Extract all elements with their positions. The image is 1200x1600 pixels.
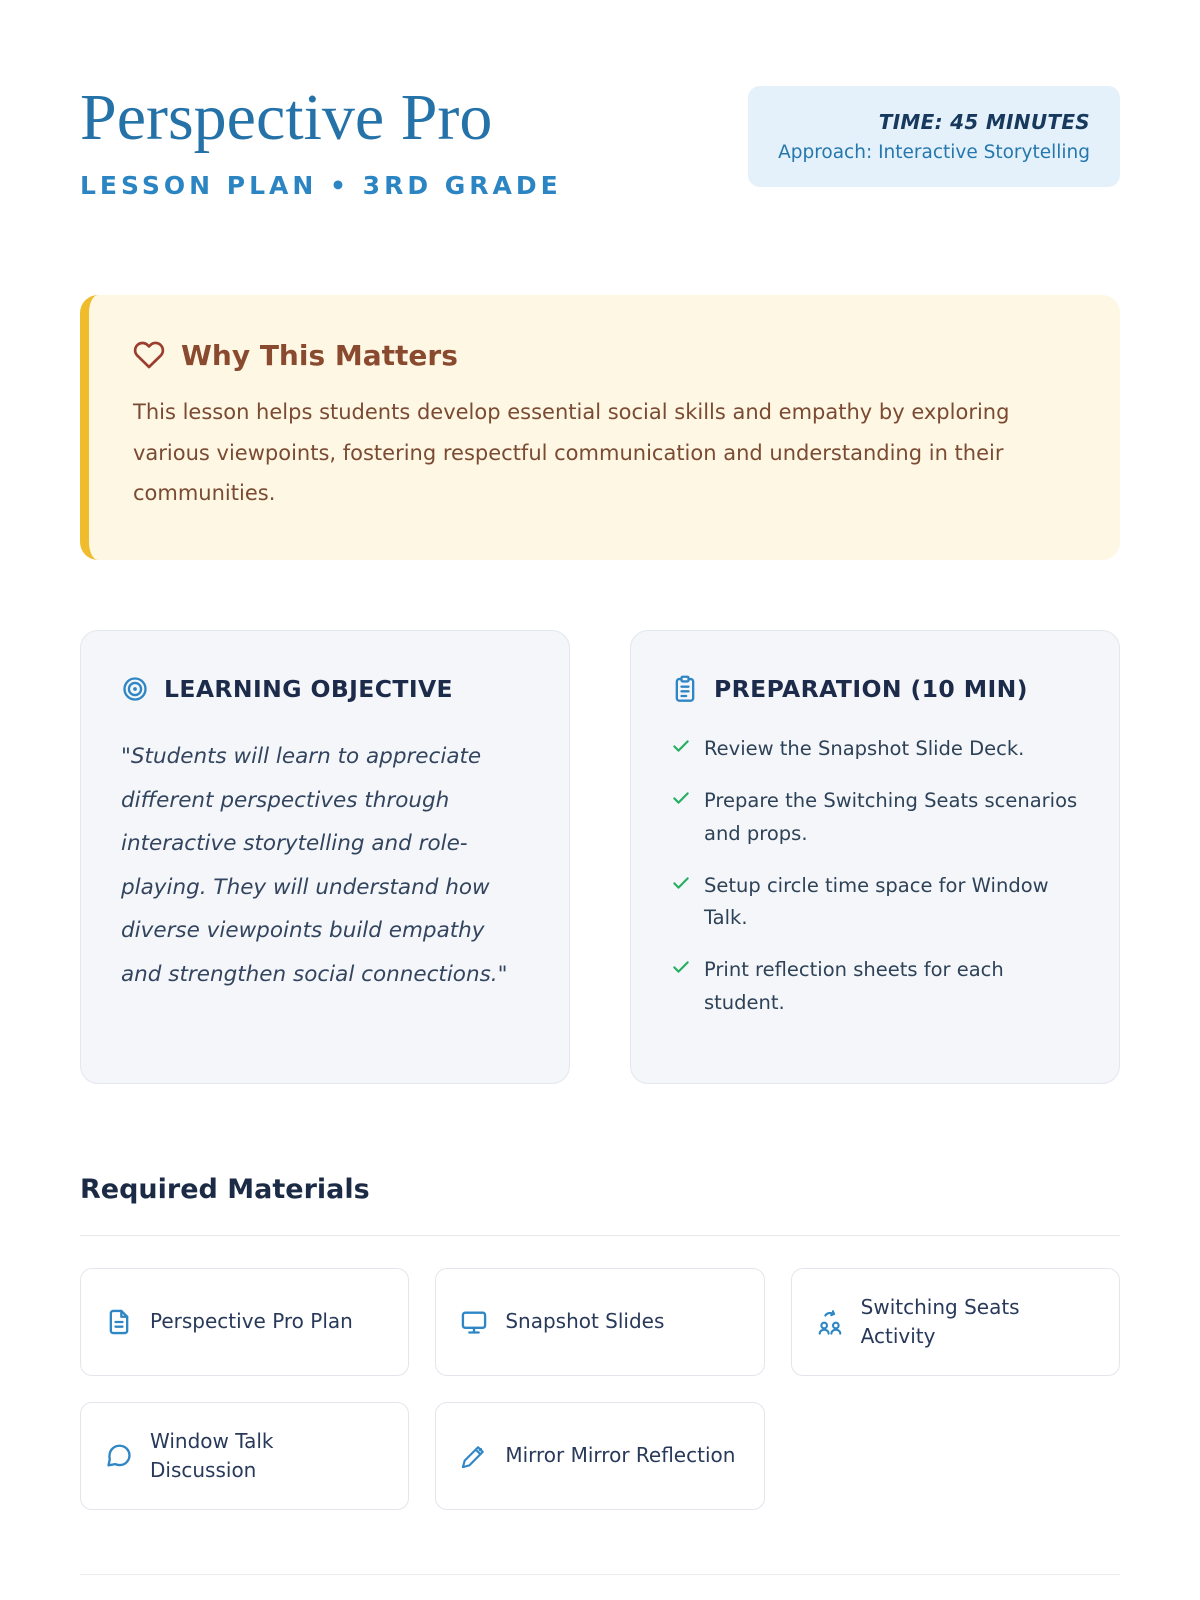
checklist-item-text: Prepare the Switching Seats scenarios and props.: [704, 789, 1078, 845]
checklist-item: [671, 733, 1079, 766]
materials-grid: [80, 1268, 1120, 1510]
why-title: Why This Matters: [181, 338, 458, 372]
header: [80, 82, 1120, 200]
learning-objective-card: [80, 630, 570, 1083]
check-icon: [671, 788, 691, 851]
page-subtitle: LESSON PLAN • 3RD GRADE: [80, 170, 562, 200]
target-icon: [121, 675, 149, 703]
materials-divider: [80, 1235, 1120, 1236]
preparation-heading-row: [671, 675, 1079, 703]
material-chip: [80, 1268, 409, 1376]
material-chip: [791, 1268, 1120, 1376]
pen-icon: [460, 1442, 488, 1470]
checklist-item: [671, 954, 1079, 1020]
objective-quote: "Students will learn to appreciate different perspectives through interactive storytelling and role-playing. They will understand how diverse viewpoints build empathy and strengthen social connections.": [121, 744, 508, 987]
approach-label: Approach: Interactive Storytelling: [778, 142, 1090, 163]
objective-heading-row: [121, 675, 529, 703]
monitor-icon: [460, 1308, 488, 1336]
preparation-card: [630, 630, 1120, 1083]
check-icon: [671, 957, 691, 1020]
file-text-icon: [105, 1308, 133, 1336]
material-label: Mirror Mirror Reflection: [505, 1443, 736, 1468]
checklist-item-text: Setup circle time space for Window Talk.: [704, 873, 1049, 930]
clipboard-icon: [671, 675, 699, 703]
preparation-checklist: [671, 733, 1079, 1019]
bottom-divider: [80, 1574, 1120, 1575]
heart-icon: [133, 339, 165, 371]
page-title: Perspective Pro: [80, 81, 493, 154]
material-label: Switching Seats Activity: [860, 1294, 1020, 1348]
material-chip: [435, 1268, 764, 1376]
people-swap-icon: [816, 1308, 844, 1336]
material-label: Snapshot Slides: [505, 1309, 665, 1334]
material-chip: [80, 1402, 409, 1510]
checklist-item: [671, 785, 1079, 851]
check-icon: [671, 873, 691, 936]
time-label: TIME: 45 MINUTES: [878, 110, 1090, 134]
checklist-item: [671, 870, 1079, 936]
check-icon: [671, 736, 691, 766]
why-heading-row: [133, 339, 1074, 372]
material-label: Perspective Pro Plan: [150, 1309, 353, 1334]
why-this-matters-box: [80, 295, 1120, 561]
checklist-item-text: Review the Snapshot Slide Deck.: [704, 737, 1025, 761]
title-block: [80, 82, 562, 200]
time-info-box: [748, 86, 1120, 187]
checklist-item-text: Print reflection sheets for each student.: [704, 958, 1004, 1014]
material-chip: [435, 1402, 764, 1510]
material-label: Window Talk Discussion: [150, 1428, 274, 1482]
preparation-title: PREPARATION (10 MIN): [714, 675, 1028, 704]
why-body-text: This lesson helps students develop essential social skills and empathy by exploring various viewpoints, fostering respectful communication and understanding in their communities.: [133, 399, 1010, 506]
cards-row: [80, 630, 1120, 1083]
materials-title: Required Materials: [80, 1173, 370, 1205]
objective-title: LEARNING OBJECTIVE: [164, 675, 454, 704]
speech-bubble-icon: [105, 1442, 133, 1470]
